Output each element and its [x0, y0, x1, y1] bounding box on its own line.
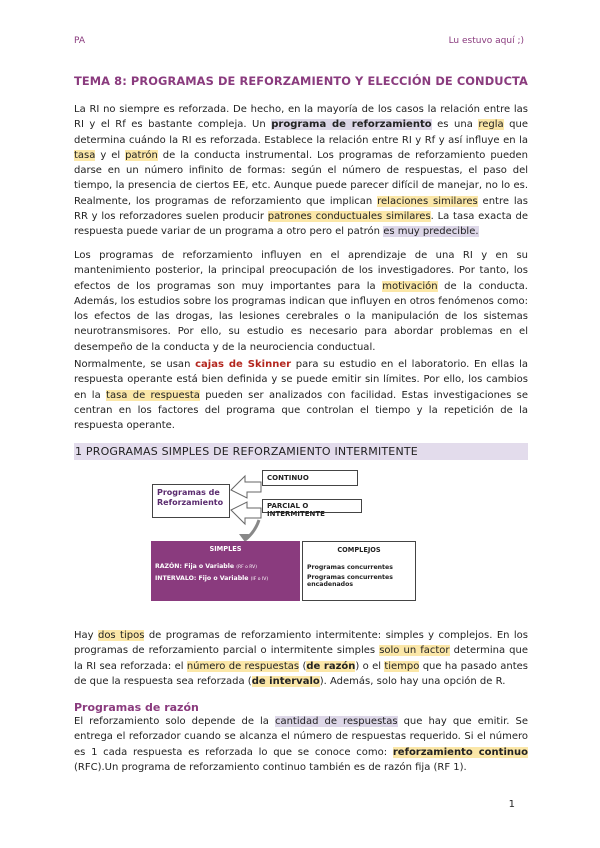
partial-box: PARCIAL O INTERMITENTE — [262, 499, 362, 513]
complex-schedules-box — [302, 541, 416, 601]
ratio-line: RAZÓN: Fija o Variable (RF o RV) — [155, 563, 257, 570]
paragraph-influence: Los programas de reforzamiento influyen en el aprendizaje de una RI y en su mantenimiento posterior, la principal preocupación de los investigadores. Por tanto, los efectos de los programas son muy importantes para la motivación de la conducta. Además, los estudios sobre los programas indican que influyen en otros fenómenos como: los efectos de las drogas, las lesiones cerebrales o la manipulación de los sistemas neurotransmisores. Por ello, su estudio es necesario para abordar problemas en el desempeño de la conducta y de la neurociencia conductual. — [74, 250, 528, 353]
simple-title: SIMPLES — [209, 545, 242, 553]
page-number: 1 — [508, 799, 515, 810]
paragraph-types: Hay dos tipos de programas de reforzamiento intermitente: simples y complejos. En los programas de reforzamiento parcial o intermitente simples solo un factor determina que la RI sea reforzada: el número de respuestas (de razón) o el tiempo que ha pasado antes de que la respuesta sea reforzada (de intervalo). Además, solo hay una opción de R. — [74, 630, 528, 687]
concurrent-line: Programas concurrentes — [307, 564, 393, 571]
section-heading: 1 PROGRAMAS SIMPLES DE REFORZAMIENTO INTERMITENTE — [74, 443, 528, 460]
header-left: PA — [74, 36, 86, 46]
complex-title: COMPLEJOS — [337, 546, 381, 554]
paragraph-intro: La RI no siempre es reforzada. De hecho, en la mayoría de los casos la relación entre las RI y el Rf es bastante compleja. Un programa de reforzamiento es una regla que determina cuándo la RI es reforzada. Establece la relación entre RI y Rf y así influye en la tasa y el patrón de la conducta instrumental. Los programas de reforzamiento pueden darse en un número infinito de formas: según el número de respuestas, el paso del tiempo, la presencia de ciertos EE, etc. Aunque puede parecer difícil de manejar, no lo es. Realmente, los programas de reforzamiento que implican relaciones similares entre las RR y los reforzadores suelen producir patrones conductuales similares. La tasa exacta de respuesta puede variar de un programa a otro pero el patrón es muy predecible. — [74, 104, 529, 238]
programs-box: Programas de Reforzamiento — [152, 484, 230, 518]
paragraph-ratio: El reforzamiento solo depende de la cantidad de respuestas que hay que emitir. Se entrega el reforzador cuando se alcanza el número de respuestas requerido. Si el número es 1 cada respuesta es reforzada lo que se conoce como: reforzamiento continuo (RFC).Un programa de reforzamiento continuo también es de razón fija (RF 1). — [74, 716, 529, 773]
continuous-box: CONTINUO — [262, 470, 358, 486]
simple-schedules-box — [151, 541, 300, 601]
header-right: Lu estuvo aquí ;) — [448, 36, 524, 46]
page-title: TEMA 8: PROGRAMAS DE REFORZAMIENTO Y ELECCIÓN DE CONDUCTA — [74, 74, 528, 88]
subheading-ratio: Programas de razón — [74, 701, 199, 714]
paragraph-skinner: Normalmente, se usan cajas de Skinner para su estudio en el laboratorio. En ellas la respuesta operante está bien definida y se puede emitir sin límites. Por ello, los cambios en la tasa de respuesta pueden ser analizados con facilidad. Estas investigaciones se centran en los factores del programa que controlan el tiempo y la repetición de la respuesta operante. — [74, 359, 528, 432]
chained-line: Programas concurrentes encadenados — [307, 574, 393, 588]
interval-line: INTERVALO: Fijo o Variable (IF o IV) — [155, 575, 269, 582]
